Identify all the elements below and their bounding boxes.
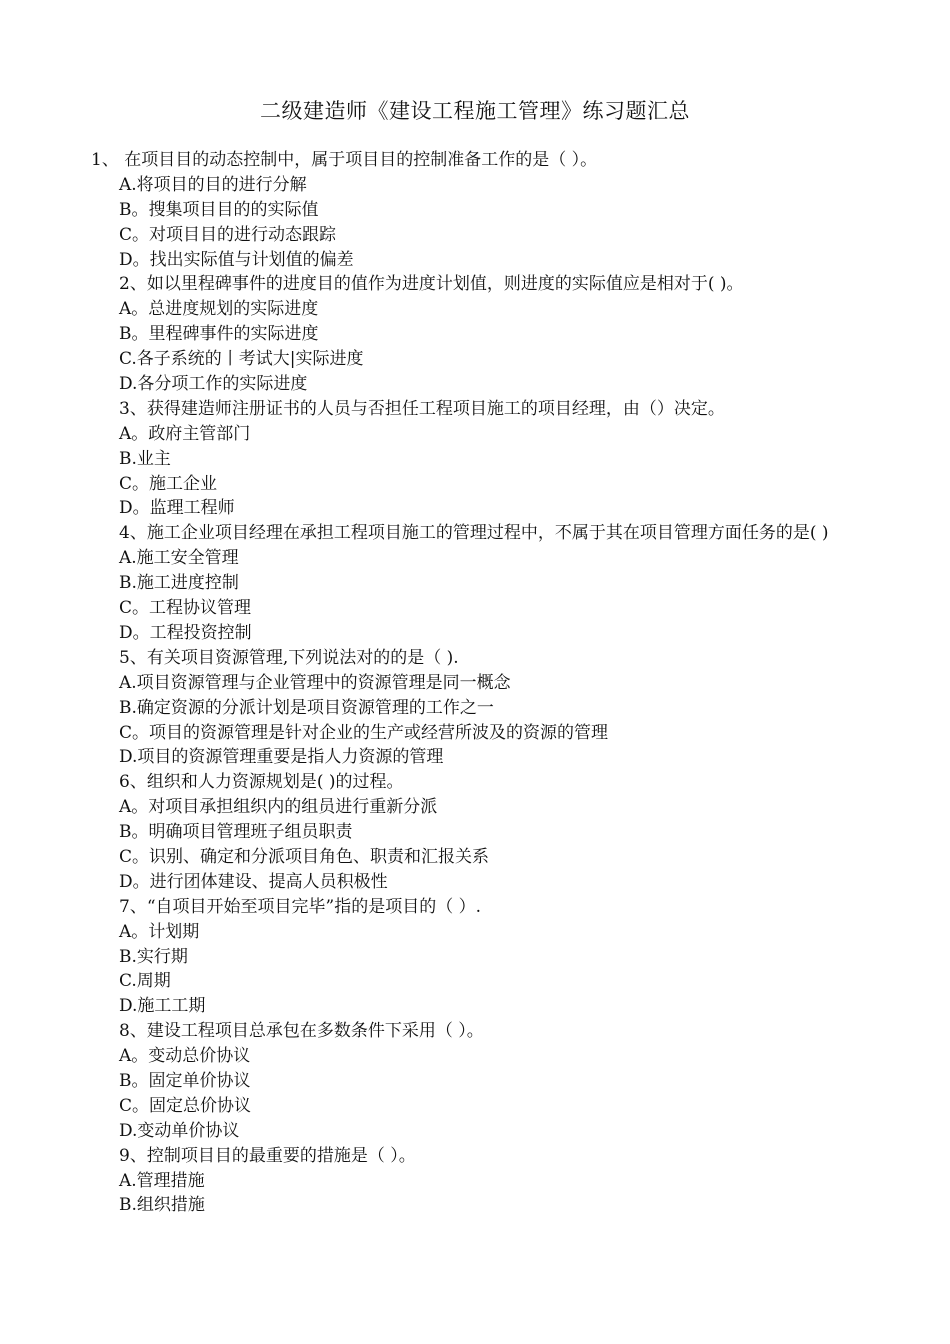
option-text: A.施工安全管理 — [119, 548, 239, 569]
option-text: A。对项目承担组织内的组员进行重新分派 — [119, 797, 438, 818]
question-text: 4、施工企业项目经理在承担工程项目施工的管理过程中，不属于其在项目管理方面任务的是( ) — [119, 523, 829, 544]
option-text: D.施工工期 — [119, 996, 206, 1017]
option-text: D.项目的资源管理重要是指人力资源的管理 — [119, 747, 444, 768]
option-text: D。进行团体建设、提高人员积极性 — [119, 871, 388, 892]
option-text: A.管理措施 — [119, 1170, 205, 1191]
question-text: 6、组织和人力资源规划是( )的过程。 — [119, 772, 404, 793]
option-text: C。项目的资源管理是针对企业的生产或经营所波及的资源的管理 — [119, 722, 609, 743]
question-text: 2、如以里程碑事件的进度目的值作为进度计划值，则进度的实际值应是相对于( )。 — [119, 274, 744, 295]
option-text: B.实行期 — [119, 946, 188, 967]
option-text: A。总进度规划的实际进度 — [119, 299, 319, 320]
option-text: D。找出实际值与计划值的偏差 — [119, 249, 354, 270]
option-text: C。识别、确定和分派项目角色、职责和汇报关系 — [119, 846, 490, 867]
option-text: B。固定单价协议 — [119, 1070, 251, 1091]
option-text: C。固定总价协议 — [119, 1095, 252, 1116]
option-text: B。明确项目管理班子组员职责 — [119, 822, 353, 843]
option-text: A。计划期 — [119, 921, 200, 942]
option-text: B.施工进度控制 — [119, 573, 239, 594]
option-text: C.周期 — [119, 971, 171, 992]
option-text: C.各子系统的丨考试大|实际进度 — [119, 349, 364, 370]
question-text: 8、建设工程项目总承包在多数条件下采用（ ）。 — [119, 1021, 484, 1042]
question-text: 5、有关项目资源管理,下列说法对的的是（ ). — [119, 647, 459, 668]
question-text: 1、 在项目目的动态控制中，属于项目目的控制准备工作的是（ ）。 — [91, 150, 598, 170]
option-text: D。监理工程师 — [119, 498, 235, 519]
option-text: D.变动单价协议 — [119, 1120, 240, 1141]
option-text: A.项目资源管理与企业管理中的资源管理是同一概念 — [119, 672, 511, 693]
option-text: B。里程碑事件的实际进度 — [119, 324, 319, 345]
page-title: 二级建造师《建设工程施工管理》练习题汇总 — [260, 99, 690, 123]
option-text: B.组织措施 — [119, 1195, 205, 1216]
option-text: C。工程协议管理 — [119, 598, 252, 619]
option-text: C。施工企业 — [119, 473, 218, 494]
option-text: B.业主 — [119, 448, 171, 469]
option-text: A。变动总价协议 — [119, 1046, 251, 1067]
option-text: B。搜集项目目的的实际值 — [119, 199, 319, 220]
question-list — [91, 148, 879, 1218]
question-text: 9、控制项目目的最重要的措施是（ ）。 — [119, 1145, 416, 1166]
option-text: A。政府主管部门 — [119, 423, 251, 444]
option-text: C。对项目目的进行动态跟踪 — [119, 224, 337, 245]
option-text: D.各分项工作的实际进度 — [119, 374, 308, 395]
question-text: 3、获得建造师注册证书的人员与否担任工程项目施工的项目经理，由（）决定。 — [119, 398, 725, 419]
option-text: B.确定资源的分派计划是项目资源管理的工作之一 — [119, 697, 494, 718]
option-text: D。工程投资控制 — [119, 622, 252, 643]
option-text: A.将项目的目的进行分解 — [119, 174, 307, 195]
question-text: 7、“自项目开始至项目完毕”指的是项目的（ ）. — [119, 896, 482, 917]
